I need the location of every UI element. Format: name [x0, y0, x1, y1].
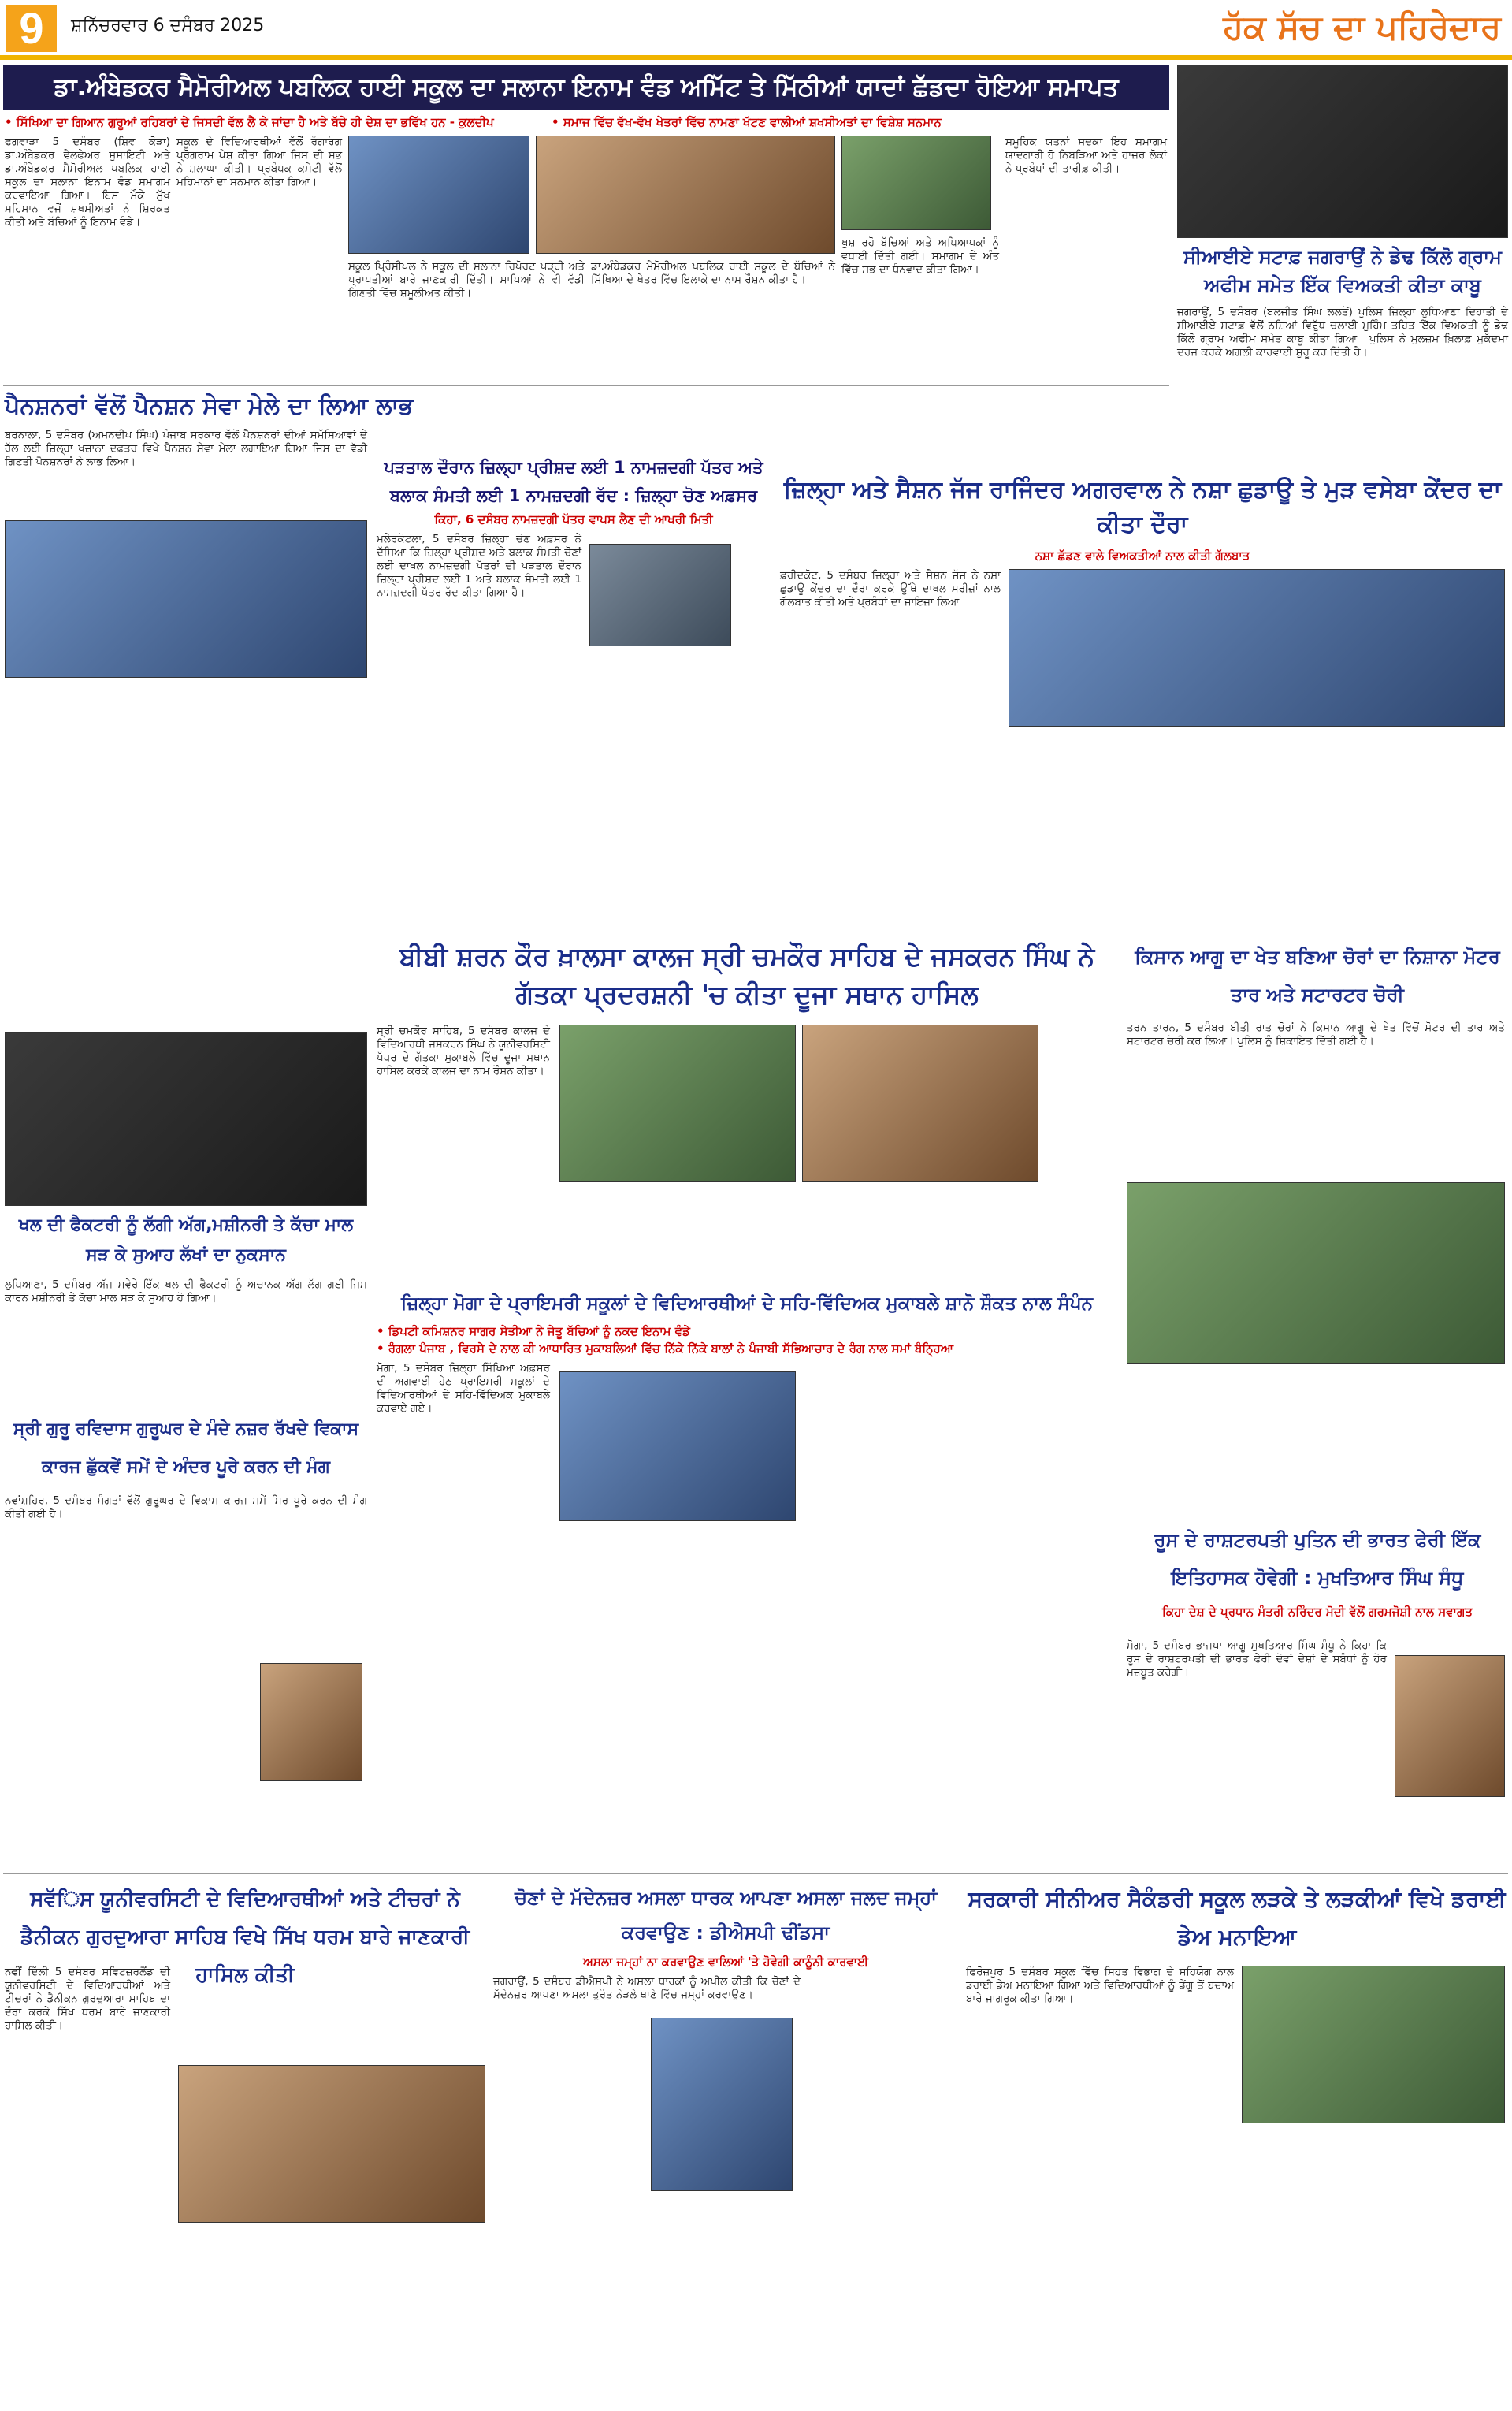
- fire-photo: [5, 1032, 367, 1206]
- counting-subhead: ਕਿਹਾ, 6 ਦਸੰਬਰ ਨਾਮਜ਼ਦਗੀ ਪੱਤਰ ਵਾਪਸ ਲੈਣ ਦੀ ਆਖਰੀ ਮਿਤੀ: [434, 512, 713, 526]
- lead-column-3: ਸਕੂਲ ਪ੍ਰਿੰਸੀਪਲ ਨੇ ਸਕੂਲ ਦੀ ਸਲਾਨਾ ਰਿਪੋਰਟ ਪੜ੍ਹੀ ਅਤੇ ਪ੍ਰਾਪਤੀਆਂ ਬਾਰੇ ਜਾਣਕਾਰੀ ਦਿੱਤੀ। ਮਾਪਿਆਂ ਨੇ ਵੀ ਵੱਡੀ ਗਿਣਤੀ ਵਿੱਚ ਸ਼ਮੂਲੀਅਤ ਕੀਤੀ।: [348, 260, 585, 300]
- counting-headline-2: ਬਲਾਕ ਸੰਮਤੀ ਲਈ 1 ਨਾਮਜ਼ਦਗੀ ਰੱਦ : ਜ਼ਿਲ੍ਹਾ ਚੋਣ ਅਫ਼ਸਰ: [377, 482, 771, 509]
- gatka-body: ਸ੍ਰੀ ਚਮਕੌਰ ਸਾਹਿਬ, 5 ਦਸੰਬਰ ਕਾਲਜ ਦੇ ਵਿਦਿਆਰਥੀ ਜਸਕਰਨ ਸਿੰਘ ਨੇ ਯੂਨੀਵਰਸਿਟੀ ਪੱਧਰ ਦੇ ਗੱਤਕਾ ਮੁਕਾਬਲੇ ਵਿੱਚ ਦੂਜਾ ਸਥਾਨ ਹਾਸਿਲ ਕਰਕੇ ਕਾਲਜ ਦਾ ਨਾਮ ਰੌਸ਼ਨ ਕੀਤਾ।: [377, 1025, 550, 1077]
- masthead-brand: ਹੱਕ ਸੱਚ ਦਾ ਪਹਿਰੇਦਾਰ: [1223, 8, 1501, 47]
- moga-photo: [559, 1371, 796, 1521]
- arms-photo: [651, 2018, 793, 2191]
- lead-column-6: ਸਮੂਹਿਕ ਯਤਨਾਂ ਸਦਕਾ ਇਹ ਸਮਾਗਮ ਯਾਦਗਾਰੀ ਹੋ ਨਿਬੜਿਆ ਅਤੇ ਹਾਜ਼ਰ ਲੋਕਾਂ ਨੇ ਪ੍ਰਬੰਧਾਂ ਦੀ ਤਾਰੀਫ਼ ਕੀਤੀ।: [1005, 136, 1167, 175]
- divider: [3, 385, 1169, 386]
- gurudwara-headline: ਸ੍ਰੀ ਗੁਰੂ ਰਵਿਦਾਸ ਗੁਰੂਘਰ ਦੇ ਮੰਦੇ ਨਜ਼ਰ ਰੱਖਦੇ ਵਿਕਾਸ ਕਾਰਜ ਛੁੱਕਵੇਂ ਸਮੇਂ ਦੇ ਅੰਦਰ ਪੂਰੇ ਕਰਨ ਦੀ ਮੰਗ: [13, 1419, 359, 1477]
- lead-subhead-1: • ਸਿੱਖਿਆ ਦਾ ਗਿਆਨ ਗੁਰੂਆਂ ਰਹਿਬਰਾਂ ਦੇ ਜਿਸਦੀ ਵੱਲ ਲੈ ਕੇ ਜਾਂਦਾ ਹੈ ਅਤੇ ਬੱਚੇ ਹੀ ਦੇਸ਼ ਦਾ ਭਵਿੱਖ ਹਨ - ਕੁਲਦੀਪ: [5, 115, 494, 129]
- header-divider: [0, 55, 1512, 60]
- school-headline: ਸਰਕਾਰੀ ਸੀਨੀਅਰ ਸੈਕੰਡਰੀ ਸਕੂਲ ਲੜਕੇ ਤੇ ਲੜਕੀਆਂ ਵਿਖੇ ਡਰਾਈ ਡੇਅ ਮਨਾਇਆ: [968, 1886, 1506, 1950]
- arms-headline: ਚੋਣਾਂ ਦੇ ਮੱਦੇਨਜ਼ਰ ਅਸਲਾ ਧਾਰਕ ਆਪਣਾ ਅਸਲਾ ਜਲਦ ਜਮ੍ਹਾਂ ਕਰਵਾਉਣ : ਡੀਐਸਪੀ ਢੀਂਡਸਾ: [514, 1887, 938, 1944]
- judge-body: ਫ਼ਰੀਦਕੋਟ, 5 ਦਸੰਬਰ ਜ਼ਿਲ੍ਹਾ ਅਤੇ ਸੈਸ਼ਨ ਜੱਜ ਨੇ ਨਸ਼ਾ ਛੁਡਾਊ ਕੇਂਦਰ ਦਾ ਦੌਰਾ ਕਰਕੇ ਉੱਥੇ ਦਾਖਲ ਮਰੀਜ਼ਾਂ ਨਾਲ ਗੱਲਬਾਤ ਕੀਤੀ ਅਤੇ ਪ੍ਰਬੰਧਾਂ ਦਾ ਜਾਇਜ਼ਾ ਲਿਆ।: [780, 569, 1001, 608]
- lead-column-4: ਡਾ.ਅੰਬੇਡਕਰ ਮੈਮੋਰੀਅਲ ਪਬਲਿਕ ਹਾਈ ਸਕੂਲ ਦੇ ਬੱਚਿਆਂ ਨੇ ਸਿੱਖਿਆ ਦੇ ਖੇਤਰ ਵਿੱਚ ਇਲਾਕੇ ਦਾ ਨਾਮ ਰੌਸ਼ਨ ਕੀਤਾ ਹੈ।: [591, 260, 835, 286]
- school-body: ਫਿਰੋਜ਼ਪੁਰ 5 ਦਸੰਬਰ ਸਕੂਲ ਵਿੱਚ ਸਿਹਤ ਵਿਭਾਗ ਦੇ ਸਹਿਯੋਗ ਨਾਲ ਡਰਾਈ ਡੇਅ ਮਨਾਇਆ ਗਿਆ ਅਤੇ ਵਿਦਿਆਰਥੀਆਂ ਨੂੰ ਡੇਂਗੂ ਤੋਂ ਬਚਾਅ ਬਾਰੇ ਜਾਗਰੂਕ ਕੀਤਾ ਗਿਆ।: [966, 1966, 1234, 2005]
- judge-subhead: ਨਸ਼ਾ ਛੱਡਣ ਵਾਲੇ ਵਿਅਕਤੀਆਂ ਨਾਲ ਕੀਤੀ ਗੱਲਬਾਤ: [1035, 549, 1250, 563]
- moga-subhead-2: • ਰੰਗਲਾ ਪੰਜਾਬ , ਵਿਰਸੇ ਦੇ ਨਾਲ ਕੀ ਆਧਾਰਿਤ ਮੁਕਾਬਲਿਆਂ ਵਿੱਚ ਨਿੱਕੇ ਨਿੱਕੇ ਬਾਲਾਂ ਨੇ ਪੰਜਾਬੀ ਸੱਭਿਆਚਾਰ ਦੇ ਰੰਗ ਨਾਲ ਸਮਾਂ ਬੰਨ੍ਹਿਆ: [377, 1341, 954, 1356]
- putin-body: ਮੋਗਾ, 5 ਦਸੰਬਰ ਭਾਜਪਾ ਆਗੂ ਮੁਖਤਿਆਰ ਸਿੰਘ ਸੰਧੂ ਨੇ ਕਿਹਾ ਕਿ ਰੂਸ ਦੇ ਰਾਸ਼ਟਰਪਤੀ ਦੀ ਭਾਰਤ ਫੇਰੀ ਦੋਵਾਂ ਦੇਸ਼ਾਂ ਦੇ ਸਬੰਧਾਂ ਨੂੰ ਹੋਰ ਮਜ਼ਬੂਤ ਕਰੇਗੀ।: [1127, 1639, 1387, 1679]
- lead-photo-1: [348, 136, 529, 254]
- counting-photo: [589, 544, 731, 646]
- moga-body: ਮੋਗਾ, 5 ਦਸੰਬਰ ਜ਼ਿਲ੍ਹਾ ਸਿੱਖਿਆ ਅਫ਼ਸਰ ਦੀ ਅਗਵਾਈ ਹੇਠ ਪ੍ਰਾਇਮਰੀ ਸਕੂਲਾਂ ਦੇ ਵਿਦਿਆਰਥੀਆਂ ਦੇ ਸਹਿ-ਵਿੱਦਿਅਕ ਮੁਕਾਬਲੇ ਕਰਵਾਏ ਗਏ।: [377, 1362, 550, 1415]
- pension-body: ਬਰਨਾਲਾ, 5 ਦਸੰਬਰ (ਅਮਨਦੀਪ ਸਿੰਘ) ਪੰਜਾਬ ਸਰਕਾਰ ਵੱਲੋਂ ਪੈਨਸ਼ਨਰਾਂ ਦੀਆਂ ਸਮੱਸਿਆਵਾਂ ਦੇ ਹੱਲ ਲਈ ਜ਼ਿਲ੍ਹਾ ਖਜ਼ਾਨਾ ਦਫ਼ਤਰ ਵਿਖੇ ਪੈਨਸ਼ਨ ਸੇਵਾ ਮੇਲਾ ਲਗਾਇਆ ਗਿਆ ਜਿਸ ਦਾ ਵੱਡੀ ਗਿਣਤੀ ਪੈਨਸ਼ਨਰਾਂ ਨੇ ਲਾਭ ਲਿਆ।: [5, 429, 367, 468]
- gurudwara-body: ਨਵਾਂਸ਼ਹਿਰ, 5 ਦਸੰਬਰ ਸੰਗਤਾਂ ਵੱਲੋਂ ਗੁਰੂਘਰ ਦੇ ਵਿਕਾਸ ਕਾਰਜ ਸਮੇਂ ਸਿਰ ਪੂਰੇ ਕਰਨ ਦੀ ਮੰਗ ਕੀਤੀ ਗਈ ਹੈ।: [5, 1494, 367, 1520]
- school-photo: [1242, 1966, 1505, 2123]
- moga-headline: ਜ਼ਿਲ੍ਹਾ ਮੋਗਾ ਦੇ ਪ੍ਰਾਇਮਰੀ ਸਕੂਲਾਂ ਦੇ ਵਿਦਿਆਰਥੀਆਂ ਦੇ ਸਹਿ-ਵਿੱਦਿਅਕ ਮੁਕਾਬਲੇ ਸ਼ਾਨੋ ਸ਼ੌਕਤ ਨਾਲ ਸੰਪੰਨ: [400, 1293, 1094, 1314]
- farmer-photo: [1127, 1182, 1505, 1364]
- arms-subhead: ਅਸਲਾ ਜਮ੍ਹਾਂ ਨਾ ਕਰਵਾਉਣ ਵਾਲਿਆਂ 'ਤੇ ਹੋਵੇਗੀ ਕਾਨੂੰਨੀ ਕਾਰਵਾਈ: [582, 1955, 869, 1969]
- gatka-photo-1: [559, 1025, 796, 1182]
- issue-date: ਸ਼ਨਿੱਚਰਵਾਰ 6 ਦਸੰਬਰ 2025: [71, 16, 265, 35]
- cia-body: ਜਗਰਾਉਂ, 5 ਦਸੰਬਰ (ਬਲਜੀਤ ਸਿੰਘ ਲਲਤੋਂ) ਪੁਲਿਸ ਜ਼ਿਲ੍ਹਾ ਲੁਧਿਆਣਾ ਦਿਹਾਤੀ ਦੇ ਸੀਆਈਏ ਸਟਾਫ਼ ਵੱਲੋਂ ਨਸ਼ਿਆਂ ਵਿਰੁੱਧ ਚਲਾਈ ਮੁਹਿੰਮ ਤਹਿਤ ਇੱਕ ਵਿਅਕਤੀ ਨੂੰ ਡੇਢ ਕਿੱਲੋ ਗ੍ਰਾਮ ਅਫੀਮ ਸਮੇਤ ਕਾਬੂ ਕੀਤਾ ਗਿਆ। ਪੁਲਿਸ ਨੇ ਮੁਲਜ਼ਮ ਖ਼ਿਲਾਫ਼ ਮੁਕੱਦਮਾ ਦਰਜ ਕਰਕੇ ਅਗਲੀ ਕਾਰਵਾਈ ਸ਼ੁਰੂ ਕਰ ਦਿੱਤੀ ਹੈ।: [1177, 306, 1508, 359]
- arms-body: ਜਗਰਾਉਂ, 5 ਦਸੰਬਰ ਡੀਐਸਪੀ ਨੇ ਅਸਲਾ ਧਾਰਕਾਂ ਨੂੰ ਅਪੀਲ ਕੀਤੀ ਕਿ ਚੋਣਾਂ ਦੇ ਮੱਦੇਨਜ਼ਰ ਆਪਣਾ ਅਸਲਾ ਤੁਰੰਤ ਨੇੜਲੇ ਥਾਣੇ ਵਿੱਚ ਜਮ੍ਹਾਂ ਕਰਵਾਉਣ।: [493, 1975, 801, 2001]
- fire-caption: ਖਲ ਦੀ ਫੈਕਟਰੀ ਨੂੰ ਲੱਗੀ ਅੱਗ,ਮਸ਼ੀਨਰੀ ਤੇ ਕੱਚਾ ਮਾਲ ਸੜ ਕੇ ਸੁਆਹ ਲੱਖਾਂ ਦਾ ਨੁਕਸਾਨ: [18, 1215, 354, 1265]
- putin-headline: ਰੂਸ ਦੇ ਰਾਸ਼ਟਰਪਤੀ ਪੁਤਿਨ ਦੀ ਭਾਰਤ ਫੇਰੀ ਇੱਕ ਇਤਿਹਾਸਕ ਹੋਵੇਗੀ : ਮੁਖਤਿਆਰ ਸਿੰਘ ਸੰਧੂ: [1154, 1529, 1481, 1589]
- lead-column-5: ਖੁਸ਼ ਰਹੋ ਬੱਚਿਆਂ ਅਤੇ ਅਧਿਆਪਕਾਂ ਨੂੰ ਵਧਾਈ ਦਿੱਤੀ ਗਈ। ਸਮਾਗਮ ਦੇ ਅੰਤ ਵਿੱਚ ਸਭ ਦਾ ਧੰਨਵਾਦ ਕੀਤਾ ਗਿਆ।: [841, 236, 999, 276]
- gatka-headline: ਬੀਬੀ ਸ਼ਰਨ ਕੌਰ ਖ਼ਾਲਸਾ ਕਾਲਜ ਸ੍ਰੀ ਚਮਕੌਰ ਸਾਹਿਬ ਦੇ ਜਸਕਰਨ ਸਿੰਘ ਨੇ ਗੱਤਕਾ ਪ੍ਰਦਰਸ਼ਨੀ 'ਚ ਕੀਤਾ ਦੂਜਾ ਸਥਾਨ ਹਾਸਿਲ: [399, 941, 1095, 1010]
- page-number: 9: [6, 5, 57, 52]
- cia-photo: [1177, 65, 1508, 238]
- lead-headline: ਡਾ.ਅੰਬੇਡਕਰ ਮੈਮੋਰੀਅਲ ਪਬਲਿਕ ਹਾਈ ਸਕੂਲ ਦਾ ਸਲਾਨਾ ਇਨਾਮ ਵੰਡ ਅਮਿੱਟ ਤੇ ਮਿੱਠੀਆਂ ਯਾਦਾਂ ਛੱਡਦਾ ਹੋਇਆ ਸਮਾਪਤ: [3, 65, 1169, 110]
- fire-body: ਲੁਧਿਆਣਾ, 5 ਦਸੰਬਰ ਅੱਜ ਸਵੇਰੇ ਇੱਕ ਖਲ ਦੀ ਫੈਕਟਰੀ ਨੂੰ ਅਚਾਨਕ ਅੱਗ ਲੱਗ ਗਈ ਜਿਸ ਕਾਰਨ ਮਸ਼ੀਨਰੀ ਤੇ ਕੱਚਾ ਮਾਲ ਸੜ ਕੇ ਸੁਆਹ ਹੋ ਗਿਆ।: [5, 1278, 367, 1304]
- counting-headline-1: ਪੜਤਾਲ ਦੌਰਾਨ ਜ਼ਿਲ੍ਹਾ ਪ੍ਰੀਸ਼ਦ ਲਈ 1 ਨਾਮਜ਼ਦਗੀ ਪੱਤਰ ਅਤੇ: [377, 454, 771, 481]
- pension-photo: [5, 520, 367, 678]
- cia-headline: ਸੀਆਈਏ ਸਟਾਫ਼ ਜਗਰਾਉਂ ਨੇ ਡੇਢ ਕਿੱਲੋ ਗ੍ਰਾਮ ਅਫੀਮ ਸਮੇਤ ਇੱਕ ਵਿਅਕਤੀ ਕੀਤਾ ਕਾਬੂ: [1183, 246, 1502, 296]
- university-headline: ਸਵੱਿਸ ਯੂਨੀਵਰਸਿਟੀ ਦੇ ਵਿਦਿਆਰਥੀਆਂ ਅਤੇ ਟੀਚਰਾਂ ਨੇ ਡੈਨੀਕਨ ਗੁਰਦੁਆਰਾ ਸਾਹਿਬ ਵਿਖੇ ਸਿੱਖ ਧਰਮ ਬਾਰੇ ਜਾਣਕਾਰੀ ਹਾਸਿਲ ਕੀਤੀ: [20, 1888, 470, 1987]
- gurudwara-photo: [260, 1663, 362, 1781]
- gatka-photo-2: [802, 1025, 1038, 1182]
- judge-photo: [1009, 569, 1505, 727]
- putin-subhead: ਕਿਹਾ ਦੇਸ਼ ਦੇ ਪ੍ਰਧਾਨ ਮੰਤਰੀ ਨਰਿੰਦਰ ਮੋਦੀ ਵੱਲੋਂ ਗਰਮਜੋਸ਼ੀ ਨਾਲ ਸਵਾਗਤ: [1161, 1605, 1473, 1619]
- pension-headline: ਪੈਨਸ਼ਨਰਾਂ ਵੱਲੋਂ ਪੈਨਸ਼ਨ ਸੇਵਾ ਮੇਲੇ ਦਾ ਲਿਆ ਲਾਭ: [5, 393, 414, 420]
- counting-body: ਮਲੇਰਕੋਟਲਾ, 5 ਦਸੰਬਰ ਜ਼ਿਲ੍ਹਾ ਚੋਣ ਅਫ਼ਸਰ ਨੇ ਦੱਸਿਆ ਕਿ ਜ਼ਿਲ੍ਹਾ ਪ੍ਰੀਸ਼ਦ ਅਤੇ ਬਲਾਕ ਸੰਮਤੀ ਚੋਣਾਂ ਲਈ ਦਾਖਲ ਨਾਮਜ਼ਦਗੀ ਪੱਤਰਾਂ ਦੀ ਪੜਤਾਲ ਦੌਰਾਨ ਜ਼ਿਲ੍ਹਾ ਪ੍ਰੀਸ਼ਦ ਲਈ 1 ਅਤੇ ਬਲਾਕ ਸੰਮਤੀ ਲਈ 1 ਨਾਮਜ਼ਦਗੀ ਪੱਤਰ ਰੱਦ ਕੀਤਾ ਗਿਆ ਹੈ।: [377, 533, 581, 599]
- university-photo: [178, 2065, 485, 2223]
- lead-subhead-2: • ਸਮਾਜ ਵਿੱਚ ਵੱਖ-ਵੱਖ ਖੇਤਰਾਂ ਵਿੱਚ ਨਾਮਣਾ ਖੱਟਣ ਵਾਲੀਆਂ ਸ਼ਖਸੀਅਤਾਂ ਦਾ ਵਿਸ਼ੇਸ਼ ਸਨਮਾਨ: [552, 115, 942, 129]
- lead-column-2: ਸਕੂਲ ਦੇ ਵਿਦਿਆਰਥੀਆਂ ਵੱਲੋਂ ਰੰਗਾਰੰਗ ਪ੍ਰੋਗਰਾਮ ਪੇਸ਼ ਕੀਤਾ ਗਿਆ ਜਿਸ ਦੀ ਸਭ ਨੇ ਸ਼ਲਾਘਾ ਕੀਤੀ। ਪ੍ਰਬੰਧਕ ਕਮੇਟੀ ਵੱਲੋਂ ਮਹਿਮਾਨਾਂ ਦਾ ਸਨਮਾਨ ਕੀਤਾ ਗਿਆ।: [176, 136, 342, 188]
- lead-photo-3: [841, 136, 991, 230]
- farmer-body: ਤਰਨ ਤਾਰਨ, 5 ਦਸੰਬਰ ਬੀਤੀ ਰਾਤ ਚੋਰਾਂ ਨੇ ਕਿਸਾਨ ਆਗੂ ਦੇ ਖੇਤ ਵਿੱਚੋਂ ਮੋਟਰ ਦੀ ਤਾਰ ਅਤੇ ਸਟਾਰਟਰ ਚੋਰੀ ਕਰ ਲਿਆ। ਪੁਲਿਸ ਨੂੰ ਸ਼ਿਕਾਇਤ ਦਿੱਤੀ ਗਈ ਹੈ।: [1127, 1021, 1505, 1047]
- moga-subhead-1: • ਡਿਪਟੀ ਕਮਿਸ਼ਨਰ ਸਾਗਰ ਸੇਤੀਆ ਨੇ ਜੇਤੂ ਬੱਚਿਆਂ ਨੂੰ ਨਕਦ ਇਨਾਮ ਵੰਡੇ: [377, 1324, 690, 1338]
- judge-headline: ਜ਼ਿਲ੍ਹਾ ਅਤੇ ਸੈਸ਼ਨ ਜੱਜ ਰਾਜਿੰਦਰ ਅਗਰਵਾਲ ਨੇ ਨਸ਼ਾ ਛੁਡਾਊ ਤੇ ਮੁੜ ਵਸੇਬਾ ਕੇਂਦਰ ਦਾ ਕੀਤਾ ਦੌਰਾ: [783, 476, 1502, 538]
- lead-photo-2: [536, 136, 835, 254]
- lead-column-1: ਫਗਵਾੜਾ 5 ਦਸੰਬਰ (ਸ਼ਿਵ ਕੋੜਾ) ਡਾ.ਅੰਬੇਡਕਰ ਵੈਲਫੇਅਰ ਸੁਸਾਇਟੀ ਅਤੇ ਡਾ.ਅੰਬੇਡਕਰ ਮੈਮੋਰੀਅਲ ਪਬਲਿਕ ਹਾਈ ਸਕੂਲ ਦਾ ਸਲਾਨਾ ਇਨਾਮ ਵੰਡ ਸਮਾਗਮ ਕਰਵਾਇਆ ਗਿਆ। ਇਸ ਮੌਕੇ ਮੁੱਖ ਮਹਿਮਾਨ ਵਜੋਂ ਸ਼ਖਸੀਅਤਾਂ ਨੇ ਸ਼ਿਰਕਤ ਕੀਤੀ ਅਤੇ ਬੱਚਿਆਂ ਨੂੰ ਇਨਾਮ ਵੰਡੇ।: [5, 136, 170, 229]
- putin-photo: [1395, 1655, 1505, 1797]
- farmer-headline: ਕਿਸਾਨ ਆਗੂ ਦਾ ਖੇਤ ਬਣਿਆ ਚੋਰਾਂ ਦਾ ਨਿਸ਼ਾਨਾ ਮੋਟਰ ਤਾਰ ਅਤੇ ਸਟਾਰਟਰ ਚੋਰੀ: [1135, 946, 1500, 1006]
- divider: [3, 1873, 1508, 1874]
- university-body: ਨਵੀਂ ਦਿੱਲੀ 5 ਦਸੰਬਰ ਸਵਿਟਜ਼ਰਲੈਂਡ ਦੀ ਯੂਨੀਵਰਸਿਟੀ ਦੇ ਵਿਦਿਆਰਥੀਆਂ ਅਤੇ ਟੀਚਰਾਂ ਨੇ ਡੈਨੀਕਨ ਗੁਰਦੁਆਰਾ ਸਾਹਿਬ ਦਾ ਦੌਰਾ ਕਰਕੇ ਸਿੱਖ ਧਰਮ ਬਾਰੇ ਜਾਣਕਾਰੀ ਹਾਸਿਲ ਕੀਤੀ।: [5, 1966, 170, 2032]
